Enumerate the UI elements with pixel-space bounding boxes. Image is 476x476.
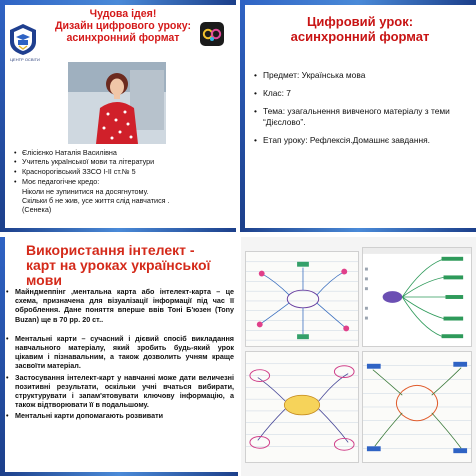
credo-line: (Сенека) (22, 205, 52, 215)
slide-top-border (0, 0, 236, 5)
lesson-info-list (254, 70, 470, 153)
slide-left-border (0, 0, 5, 232)
slide2-title (248, 14, 472, 44)
mind-map-photo (245, 351, 359, 463)
slide3-title-line: мови (26, 272, 62, 288)
slide-mind-map-photos (241, 237, 476, 476)
credo-line: Ніколи не зупинитися на досягнутому. (22, 186, 149, 196)
slide1-title (48, 8, 198, 44)
slide-mind-maps-text (0, 237, 238, 476)
slide-bottom-border (0, 472, 238, 476)
bio-credo: • Моє педагогічне кредо: (14, 177, 100, 187)
slide3-body (6, 287, 234, 421)
lesson-info-item: • Тема: узагальнення вивченого матеріалу з теми “Дієслово”. (254, 106, 450, 127)
credo-line: Скільки б не жив, усе життя слід навчатися . (22, 196, 170, 206)
slide3-title-line: карт на уроках української (26, 257, 211, 273)
slide1-title-line: асинхронний формат (66, 32, 180, 44)
lesson-info-item: • Предмет: Українська мова (254, 70, 366, 80)
app-logo-icon (200, 22, 224, 46)
slide1-title-line: Дизайн цифрового уроку: (55, 20, 191, 32)
slide-author-intro (0, 0, 236, 232)
bio-item: • Краснорогівський ЗЗСО І-ІІ ст.№ 5 (14, 166, 136, 176)
slide-left-border (240, 0, 245, 232)
school-logo-icon (8, 22, 38, 56)
bio-item: • Учитель української мови та літератури (14, 157, 155, 167)
author-portrait-photo (68, 62, 166, 144)
bio-item: • Єлісієнко Наталія Василівна (14, 148, 117, 157)
author-bio (12, 148, 232, 215)
school-logo-caption: ЦЕНТР ОСВІТИ (10, 57, 40, 62)
mind-map-photo (362, 247, 472, 347)
slide-left-border (0, 237, 5, 476)
body-paragraph: • Ментальні карти – сучасний і дієвий спосіб викладання навчального матеріалу, який зробить будь-який урок цікавим і пізнавальним, а також дозволить учням краще засвоїти матеріал. (6, 333, 234, 371)
slide2-title-line: Цифровий урок: (306, 14, 414, 29)
lesson-info-item: • Клас: 7 (254, 88, 291, 98)
slide2-title-line: асинхронний формат (290, 29, 430, 44)
lesson-info-item: • Етап уроку: Рефлексія.Домашнє завдання. (254, 135, 430, 145)
slide3-title-line: Використання інтелект - (26, 242, 195, 258)
slide-top-border (240, 0, 476, 5)
slide1-title-line: Чудова ідея! (89, 8, 157, 20)
body-paragraph: • Ментальні карти допомагають розвивати (6, 411, 164, 421)
slide-lesson-info (240, 0, 476, 232)
slide3-title (26, 243, 226, 288)
slide-bottom-border (240, 228, 476, 232)
mind-map-photo (362, 351, 472, 463)
slide-bottom-border (0, 228, 236, 232)
mind-map-photo (245, 251, 359, 347)
body-paragraph: • Майндмеппінг ,ментальна карта або інтелект-карта – це схема, призначена для візуалізації інформації під час її оброблення. Дане поняття вперше ввів Тоні Б'юзен (Tony Buzan) ще в 70 рр. 20 ст.. (6, 287, 234, 324)
body-paragraph: • Застосування інтелект-карт у навчанні може дати величезні позитивні результати, оскільки учні вчаться вибирати, структурувати і запам'ятовувати ключову інформацію, а також відтворювати її в подальшому. (6, 372, 234, 410)
